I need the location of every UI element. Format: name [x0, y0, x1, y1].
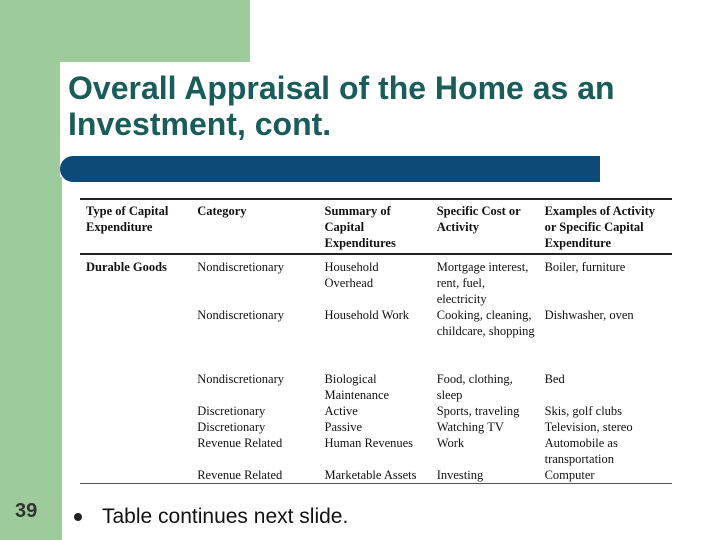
table-cell [80, 403, 191, 419]
table-cell: Revenue Related [197, 468, 283, 482]
header-category: Category [197, 204, 247, 218]
header-type: Type of Capital Expenditure [86, 204, 169, 234]
table-cell: Television, stereo [544, 420, 633, 434]
table-cell: Marketable Assets [324, 468, 417, 482]
table-cell: Cooking, cleaning, childcare, shopping [436, 308, 535, 338]
table-cell: Investing [436, 468, 484, 482]
table-row [80, 307, 672, 371]
table-row [80, 403, 672, 419]
title-underline-bar [60, 156, 600, 182]
table-cell [80, 435, 191, 467]
capital-expenditure-table-container [80, 198, 672, 484]
capital-expenditure-table [80, 198, 672, 484]
table-header-row [80, 199, 672, 254]
table-cell: Bed [544, 372, 565, 386]
table-cell: Revenue Related [197, 436, 283, 450]
table-cell: Watching TV [436, 420, 504, 434]
slide-title: Overall Appraisal of the Home as an Investment, cont. [68, 70, 615, 142]
bullet-dot-icon [74, 513, 82, 521]
slide-page-number: 39 [15, 500, 38, 522]
table-cell: Nondiscretionary [197, 308, 284, 322]
table-row [80, 467, 672, 484]
table-cell: Household Work [324, 308, 410, 322]
table-cell: Nondiscretionary [197, 260, 284, 274]
table-cell [80, 419, 191, 435]
table-cell: Boiler, furniture [544, 260, 626, 274]
table-row [80, 254, 672, 307]
table-cell: Skis, golf clubs [544, 404, 623, 418]
table-cell: Work [436, 436, 465, 450]
table-cell [80, 467, 191, 484]
table-cell: Discretionary [197, 404, 266, 418]
table-cell: Dishwasher, oven [544, 308, 634, 322]
header-summary: Summary of Capital Expenditures [324, 204, 396, 250]
table-cell [80, 307, 191, 371]
table-cell: Food, clothing, sleep [436, 372, 513, 402]
table-cell: Active [324, 404, 358, 418]
table-cell: Household Overhead [324, 260, 379, 290]
table-row [80, 371, 672, 403]
table-cell: Durable Goods [86, 260, 167, 274]
bullet-text: Table continues next slide. [102, 505, 349, 528]
table-cell: Human Revenues [324, 436, 414, 450]
table-cell: Automobile as transportation [544, 436, 618, 466]
header-specific-cost: Specific Cost or Activity [436, 204, 521, 234]
table-cell: Discretionary [197, 420, 266, 434]
table-cell: Nondiscretionary [197, 372, 284, 386]
table-row [80, 419, 672, 435]
decorative-green-block [0, 0, 250, 62]
table-row [80, 435, 672, 467]
table-cell: Passive [324, 420, 363, 434]
decorative-green-sidebar [0, 62, 62, 540]
table-cell: Sports, traveling [436, 404, 520, 418]
table-cell [80, 371, 191, 403]
table-cell: Mortgage interest, rent, fuel, electricity [436, 260, 529, 306]
table-cell: Biological Maintenance [324, 372, 390, 402]
table-cell: Computer [544, 468, 595, 482]
header-examples: Examples of Activity or Specific Capital Expenditure [544, 204, 656, 250]
